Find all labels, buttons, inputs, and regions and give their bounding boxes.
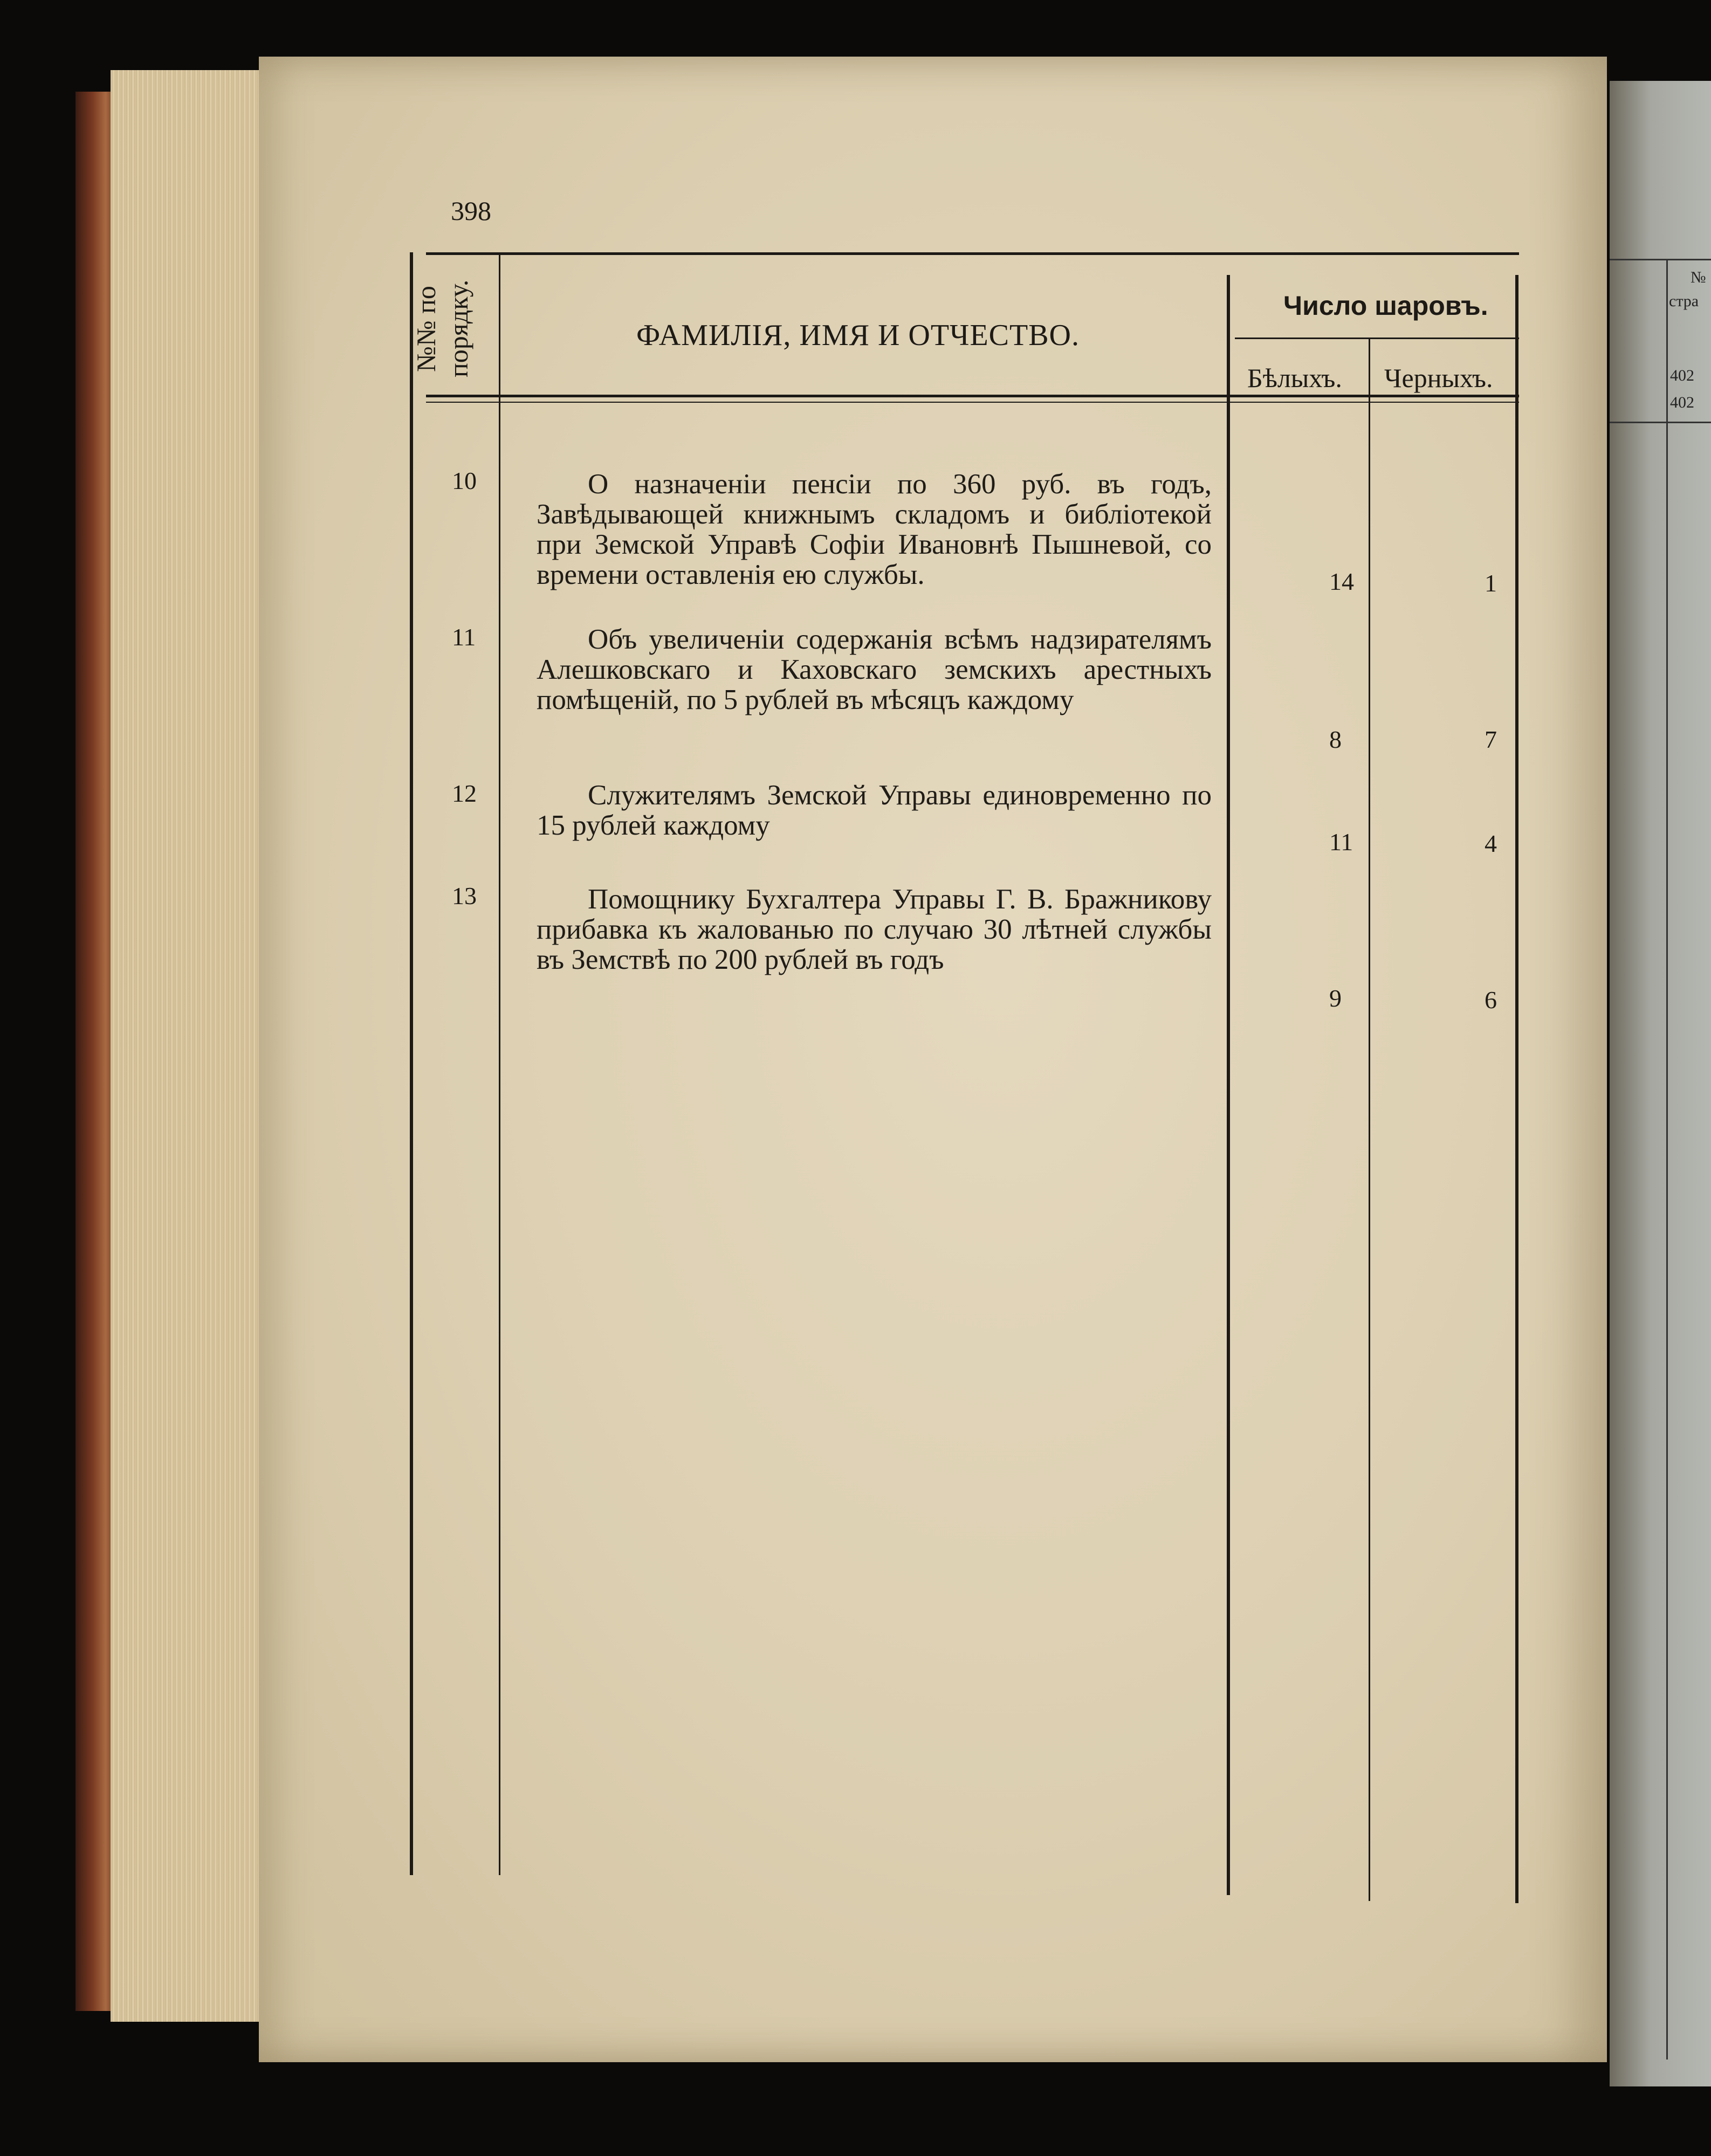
row-black-count: 6 <box>1485 986 1497 1014</box>
column-header-name: ФАМИЛІЯ, ИМЯ И ОТЧЕСТВО. <box>636 319 1080 352</box>
row-text: Служителямъ Земской Управы единовременно по 15 рублей каждому <box>537 780 1212 841</box>
row-number: 12 <box>452 780 477 807</box>
table-top-rule <box>426 252 1519 255</box>
row-number: 11 <box>452 623 476 651</box>
adjacent-page <box>1610 81 1711 2086</box>
row-black-count: 1 <box>1485 569 1497 597</box>
table-header-rule-2 <box>426 402 1519 403</box>
column-header-black: Черныхъ. <box>1384 363 1493 393</box>
col-divider-balls <box>1369 337 1370 1901</box>
row-text: Объ увеличеніи содержанія всѣмъ надзирателямъ Алешковскаго и Каховскаго земскихъ арестныхъ помѣщеній, по 5 рублей въ мѣсяцъ каждому <box>537 624 1212 715</box>
row-white-count: 9 <box>1329 984 1342 1012</box>
row-white-count: 8 <box>1329 726 1342 753</box>
row-text: О назначеніи пенсіи по 360 руб. въ годъ, Завѣдывающей книжнымъ складомъ и библіотекой при Земской Управѣ Софіи Ивановнѣ Пышневой, со времени оставленія ею службы. <box>537 469 1212 590</box>
adjacent-fragment: № <box>1691 268 1706 286</box>
row-white-count: 14 <box>1329 568 1354 595</box>
table-header-rule <box>426 395 1519 397</box>
adjacent-fragment: стра <box>1669 292 1699 310</box>
row-black-count: 4 <box>1485 830 1497 857</box>
table-left-border <box>410 252 413 1875</box>
page-number: 398 <box>451 196 491 226</box>
row-black-count: 7 <box>1485 726 1497 753</box>
column-header-balls: Число шаровъ. <box>1283 291 1488 321</box>
row-text: Помощнику Бухгалтера Управы Г. В. Бражникову прибавка къ жалованью по случаю 30 лѣтней службы въ Земствѣ по 200 рублей въ годъ <box>537 884 1212 975</box>
row-number: 10 <box>452 467 477 494</box>
page-edges <box>111 70 272 2022</box>
adjacent-fragment: 402 <box>1670 394 1694 411</box>
row-white-count: 11 <box>1329 828 1353 856</box>
col-divider-name <box>1227 275 1230 1895</box>
adjacent-fragment: 402 <box>1670 367 1694 384</box>
row-number: 13 <box>452 882 477 910</box>
column-header-number: №№ по порядку. <box>411 279 473 377</box>
column-header-white: Бѣлыхъ. <box>1247 363 1342 393</box>
table-right-border <box>1515 275 1518 1903</box>
col-divider-no <box>499 252 500 1875</box>
balls-subheader-rule <box>1235 337 1519 339</box>
